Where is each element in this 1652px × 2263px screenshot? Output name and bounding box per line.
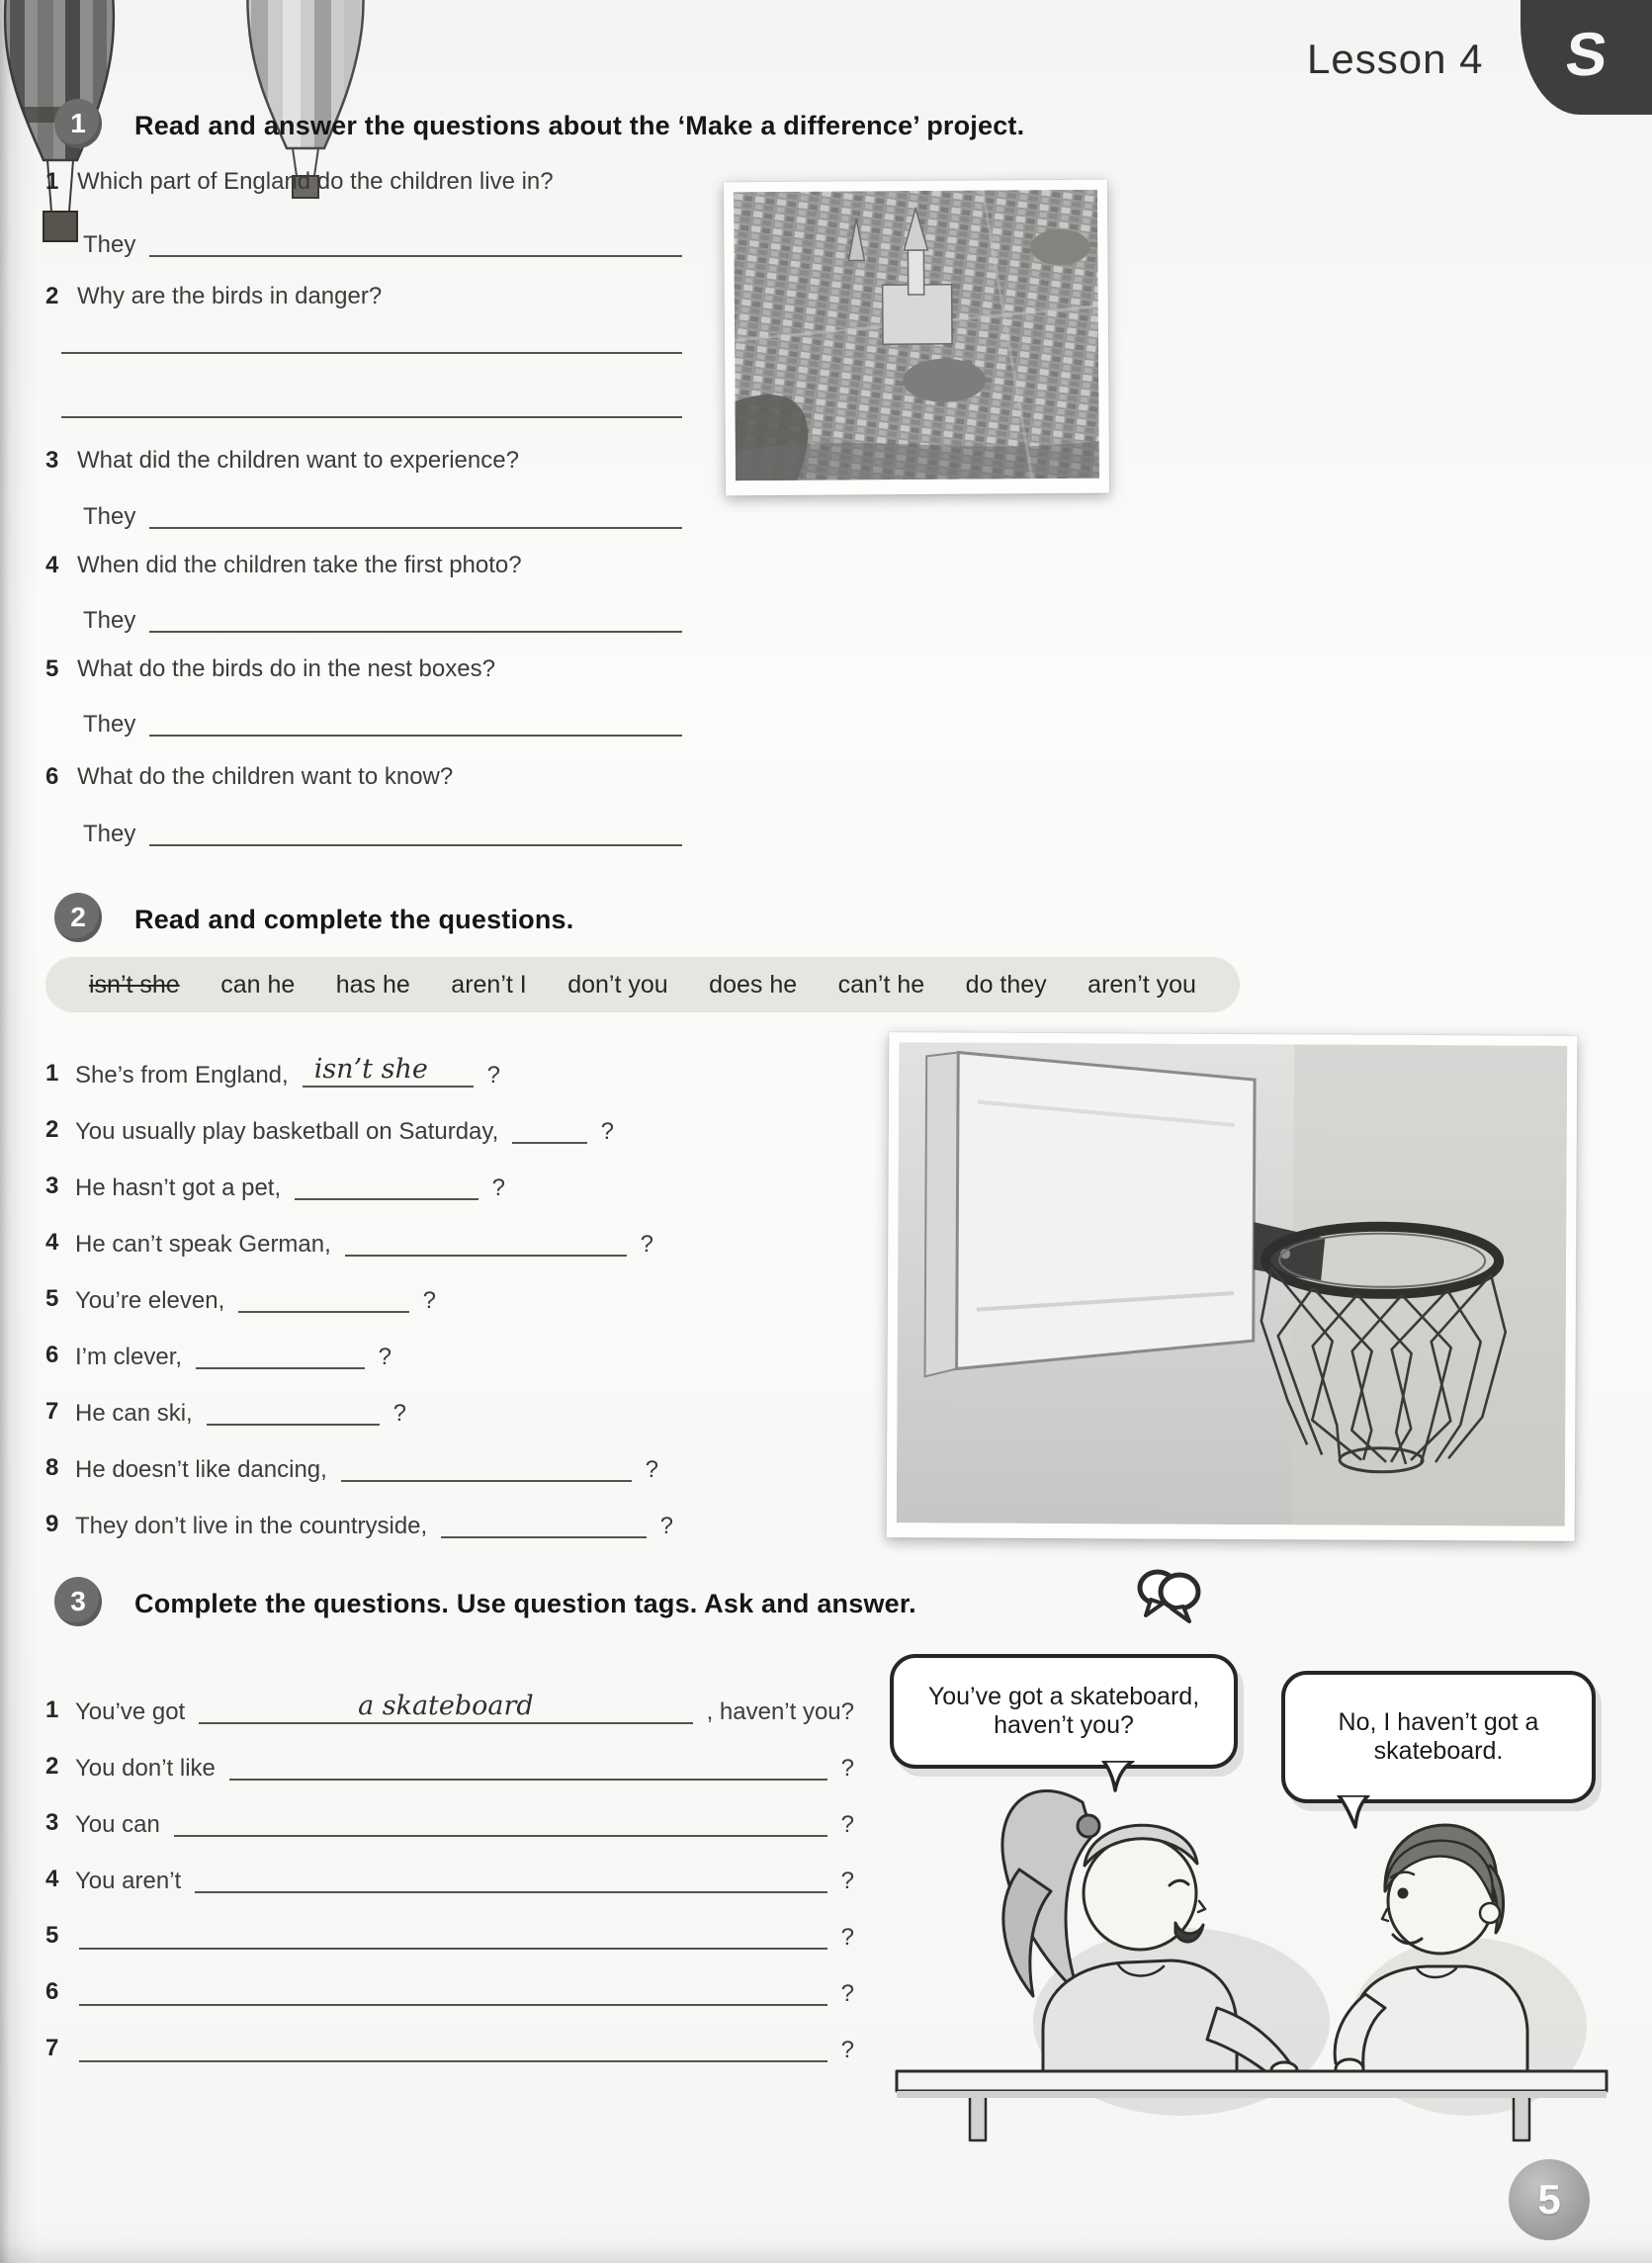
exercise2-title: Read and complete the questions. (134, 905, 574, 934)
answer-line[interactable] (345, 1213, 627, 1257)
word-bank-chip: aren’t I (451, 970, 527, 999)
answer-line[interactable] (196, 1326, 365, 1369)
question-row: 2 You don’t like ? (45, 1737, 854, 1781)
answer-line[interactable] (149, 493, 682, 529)
answer-line[interactable] (441, 1495, 646, 1538)
answer-line[interactable] (303, 1044, 474, 1088)
word-bank-chip: isn’t she (89, 970, 180, 999)
question-row: 5 You’re eleven, ? (45, 1269, 436, 1313)
question-row: 5 ? (45, 1906, 854, 1950)
answer-line[interactable] (149, 701, 682, 737)
answer-line[interactable] (229, 1737, 827, 1781)
word-bank-chip: has he (335, 970, 410, 999)
answer-line[interactable] (149, 811, 682, 846)
handwritten-answer: a skateboard (358, 1691, 534, 1721)
question-row: 6 What do the children want to know? (45, 763, 454, 790)
answer-line[interactable] (295, 1157, 478, 1200)
speech-bubbles-icon (1137, 1566, 1202, 1623)
exercise2-number-badge: 2 (54, 893, 102, 942)
answer-line[interactable] (238, 1269, 408, 1313)
question-row: 2 Why are the birds in danger? (45, 283, 383, 309)
handwritten-answer: isn’t she (313, 1054, 428, 1085)
answer-row: They (83, 221, 682, 257)
exercise1-title: Read and answer the questions about the ‘Make a difference’ project. (134, 111, 1025, 140)
answer-line[interactable] (79, 1906, 827, 1950)
exercise3-number-badge: 3 (54, 1577, 102, 1626)
question-row: 4 You aren’t ? (45, 1850, 854, 1893)
boy-speech-text: No, I haven’t got a skateboard. (1338, 1708, 1539, 1765)
question-row: 1 She’s from England, isn’t she ? (45, 1044, 500, 1088)
answer-line[interactable] (174, 1793, 827, 1837)
question-row: 3 What did the children want to experience? (45, 447, 519, 474)
answer-line[interactable] (195, 1850, 826, 1893)
exercise3-items (45, 1681, 854, 2062)
answer-line[interactable] (61, 416, 682, 418)
girl-and-boy-cartoon (885, 1775, 1618, 2142)
word-bank-chip: can’t he (837, 970, 925, 999)
question-row: 8 He doesn’t like dancing, ? (45, 1438, 658, 1482)
answer-row: They (83, 701, 682, 737)
question-row: 2 You usually play basketball on Saturday, ? (45, 1100, 614, 1144)
answer-row: They (83, 493, 682, 529)
answer-line[interactable] (199, 1681, 692, 1724)
girl-speech-bubble (890, 1654, 1238, 1769)
word-bank-chip: do they (965, 970, 1047, 999)
question-row: 4 When did the children take the first photo? (45, 552, 522, 578)
word-bank (45, 957, 1240, 1012)
lesson-label: Lesson 4 (1307, 36, 1484, 82)
question-row: 3 He hasn’t got a pet, ? (45, 1157, 505, 1200)
answer-line[interactable] (512, 1100, 586, 1144)
question-row: 4 He can’t speak German, ? (45, 1213, 653, 1257)
answer-line[interactable] (79, 1962, 827, 2006)
exercise3-title: Complete the questions. Use question tags. Ask and answer. (134, 1589, 916, 1618)
word-bank-chip: does he (709, 970, 798, 999)
aerial-city-photo (724, 180, 1109, 496)
word-bank-chip: don’t you (567, 970, 668, 999)
answer-line[interactable] (79, 2019, 827, 2062)
basketball-hoop-photo (887, 1032, 1578, 1541)
question-row: 7 He can ski, ? (45, 1382, 406, 1426)
word-bank-chip: can he (220, 970, 296, 999)
question-row: 3 You can ? (45, 1793, 854, 1837)
question-row: 6 ? (45, 1962, 854, 2006)
answer-row: They (83, 597, 682, 633)
question-row: 5 What do the birds do in the nest boxes? (45, 655, 495, 682)
section-tab-letter: S (1562, 21, 1610, 89)
page-number: 5 (1509, 2159, 1590, 2240)
answer-line[interactable] (61, 352, 682, 354)
answer-line[interactable] (341, 1438, 632, 1482)
question-row: 1 You’ve got a skateboard , haven’t you? (45, 1681, 854, 1724)
answer-row: They (83, 811, 682, 846)
question-row: 9 They don’t live in the countryside, ? (45, 1495, 673, 1538)
exercise1-number-badge: 1 (54, 99, 102, 148)
question-row: 6 I’m clever, ? (45, 1326, 391, 1369)
word-bank-chip: aren’t you (1087, 970, 1196, 999)
girl-speech-text: You’ve got a skateboard, haven’t you? (927, 1683, 1200, 1739)
answer-line[interactable] (207, 1382, 380, 1426)
answer-line[interactable] (149, 597, 682, 633)
exercise2-questions (45, 1044, 673, 1538)
question-row: 1 Which part of England do the children live in? (45, 168, 554, 195)
answer-line[interactable] (149, 221, 682, 257)
section-tab (1521, 0, 1652, 115)
question-row: 7 ? (45, 2019, 854, 2062)
